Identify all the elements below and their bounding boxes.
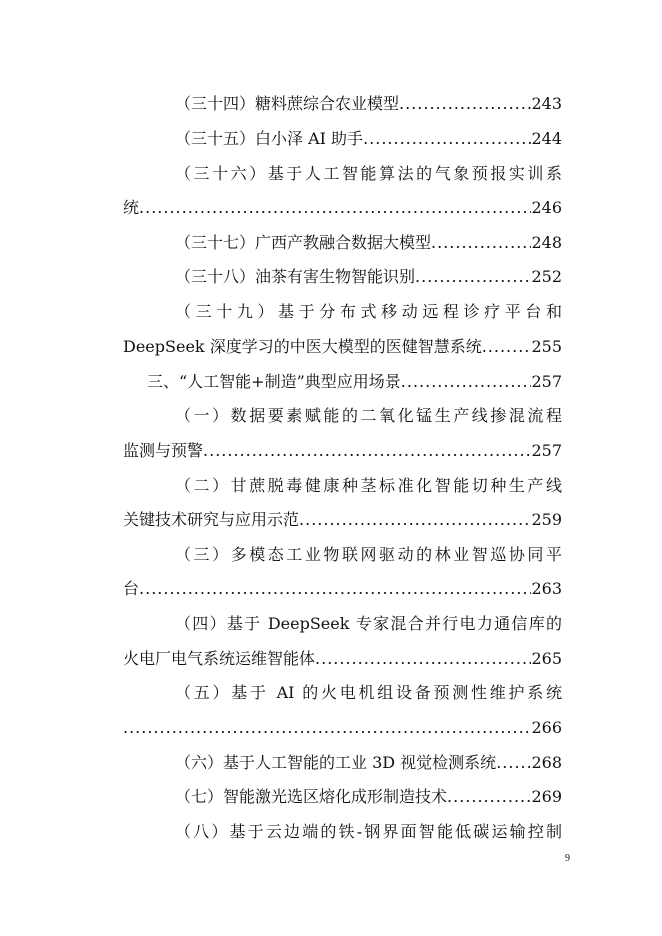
toc-entry-title: （三十四）糖料蔗综合农业模型 — [175, 94, 400, 113]
toc-entry-first-line[interactable]: （三十九）基于分布式移动远程诊疗平台和 — [175, 302, 562, 321]
toc-entry-first-line[interactable]: （五）基于 AI 的火电机组设备预测性维护系统 — [175, 683, 562, 702]
toc-entry[interactable] — [123, 509, 562, 531]
toc-entry-page: 243 — [531, 94, 562, 113]
toc-entry[interactable] — [175, 752, 562, 774]
toc-entry-page: 257 — [531, 372, 562, 391]
toc-entry-title: （六）基于人工智能的工业 3D 视觉检测系统 — [175, 753, 497, 772]
toc-entry-first-line[interactable]: （三）多模态工业物联网驱动的林业智巡协同平 — [175, 545, 562, 564]
toc-entry-title: 关键技术研究与应用示范 — [123, 510, 300, 529]
toc-entry-title: 统 — [123, 198, 140, 217]
toc-entry-title: （三十五）白小泽 AI 助手 — [175, 129, 364, 148]
toc-entry[interactable] — [123, 336, 562, 358]
dot-leader — [203, 440, 531, 462]
toc-entry-title: DeepSeek 深度学习的中医大模型的医健智慧系统 — [123, 337, 482, 356]
toc-entry-first-line[interactable]: （四）基于 DeepSeek 专家混合并行电力通信库的 — [175, 614, 562, 633]
dot-leader — [315, 648, 531, 670]
toc-entry-first-line[interactable]: （八）基于云边端的铁-钢界面智能低碳运输控制 — [175, 822, 562, 841]
dot-leader — [399, 93, 531, 115]
toc-entry[interactable] — [175, 786, 562, 808]
toc-entry-page: 266 — [531, 718, 562, 737]
toc-entry-page: 244 — [531, 129, 562, 148]
toc-entry-page: 263 — [531, 579, 562, 598]
toc-entry[interactable] — [123, 717, 562, 739]
toc-entry-page: 268 — [531, 753, 562, 772]
toc-entry[interactable] — [175, 128, 562, 150]
toc-entry-page: 259 — [531, 510, 562, 529]
toc-entry-title: 火电厂电气系统运维智能体 — [123, 649, 316, 668]
toc-entry[interactable] — [175, 93, 562, 115]
toc-section-entry[interactable] — [147, 371, 562, 393]
dot-leader — [431, 232, 531, 254]
toc-entry-page: 255 — [531, 337, 562, 356]
dot-leader — [363, 128, 531, 150]
dot-leader — [123, 717, 531, 739]
toc-entry[interactable] — [123, 197, 562, 219]
toc-entry-first-line[interactable]: （三十六）基于人工智能算法的气象预报实训系 — [175, 164, 562, 183]
toc-entry-title: （七）智能激光选区熔化成形制造技术 — [175, 787, 448, 806]
toc-entry-title: 监测与预警 — [123, 441, 204, 460]
dot-leader — [139, 578, 531, 600]
toc-entry[interactable] — [123, 648, 562, 670]
toc-entry-page: 248 — [531, 233, 562, 252]
toc-entry[interactable] — [123, 440, 562, 462]
toc-entry-page: 246 — [531, 198, 562, 217]
dot-leader — [482, 336, 532, 358]
toc-entry[interactable] — [175, 266, 562, 288]
toc-entry-title: （三十七）广西产教融合数据大模型 — [175, 233, 432, 252]
toc-section-title: 三、“人工智能+制造”典型应用场景 — [147, 372, 401, 391]
dot-leader — [401, 371, 532, 393]
dot-leader — [139, 197, 531, 219]
toc-entry[interactable] — [123, 578, 562, 600]
toc-entry-page: 265 — [531, 649, 562, 668]
toc-entry[interactable] — [175, 232, 562, 254]
page-number: 9 — [565, 853, 570, 864]
toc-entry-title: 台 — [123, 579, 140, 598]
dot-leader — [415, 266, 531, 288]
toc-entry-page: 269 — [531, 787, 562, 806]
dot-leader — [496, 752, 531, 774]
toc-entry-page: 257 — [531, 441, 562, 460]
toc-entry-first-line[interactable]: （一）数据要素赋能的二氧化锰生产线掺混流程 — [175, 406, 562, 425]
dot-leader — [299, 509, 531, 531]
toc-entry-page: 252 — [531, 267, 562, 286]
dot-leader — [447, 786, 531, 808]
toc-entry-first-line[interactable]: （二）甘蔗脱毒健康种茎标准化智能切种生产线 — [175, 476, 562, 495]
toc-entry-title: （三十八）油茶有害生物智能识别 — [175, 267, 416, 286]
